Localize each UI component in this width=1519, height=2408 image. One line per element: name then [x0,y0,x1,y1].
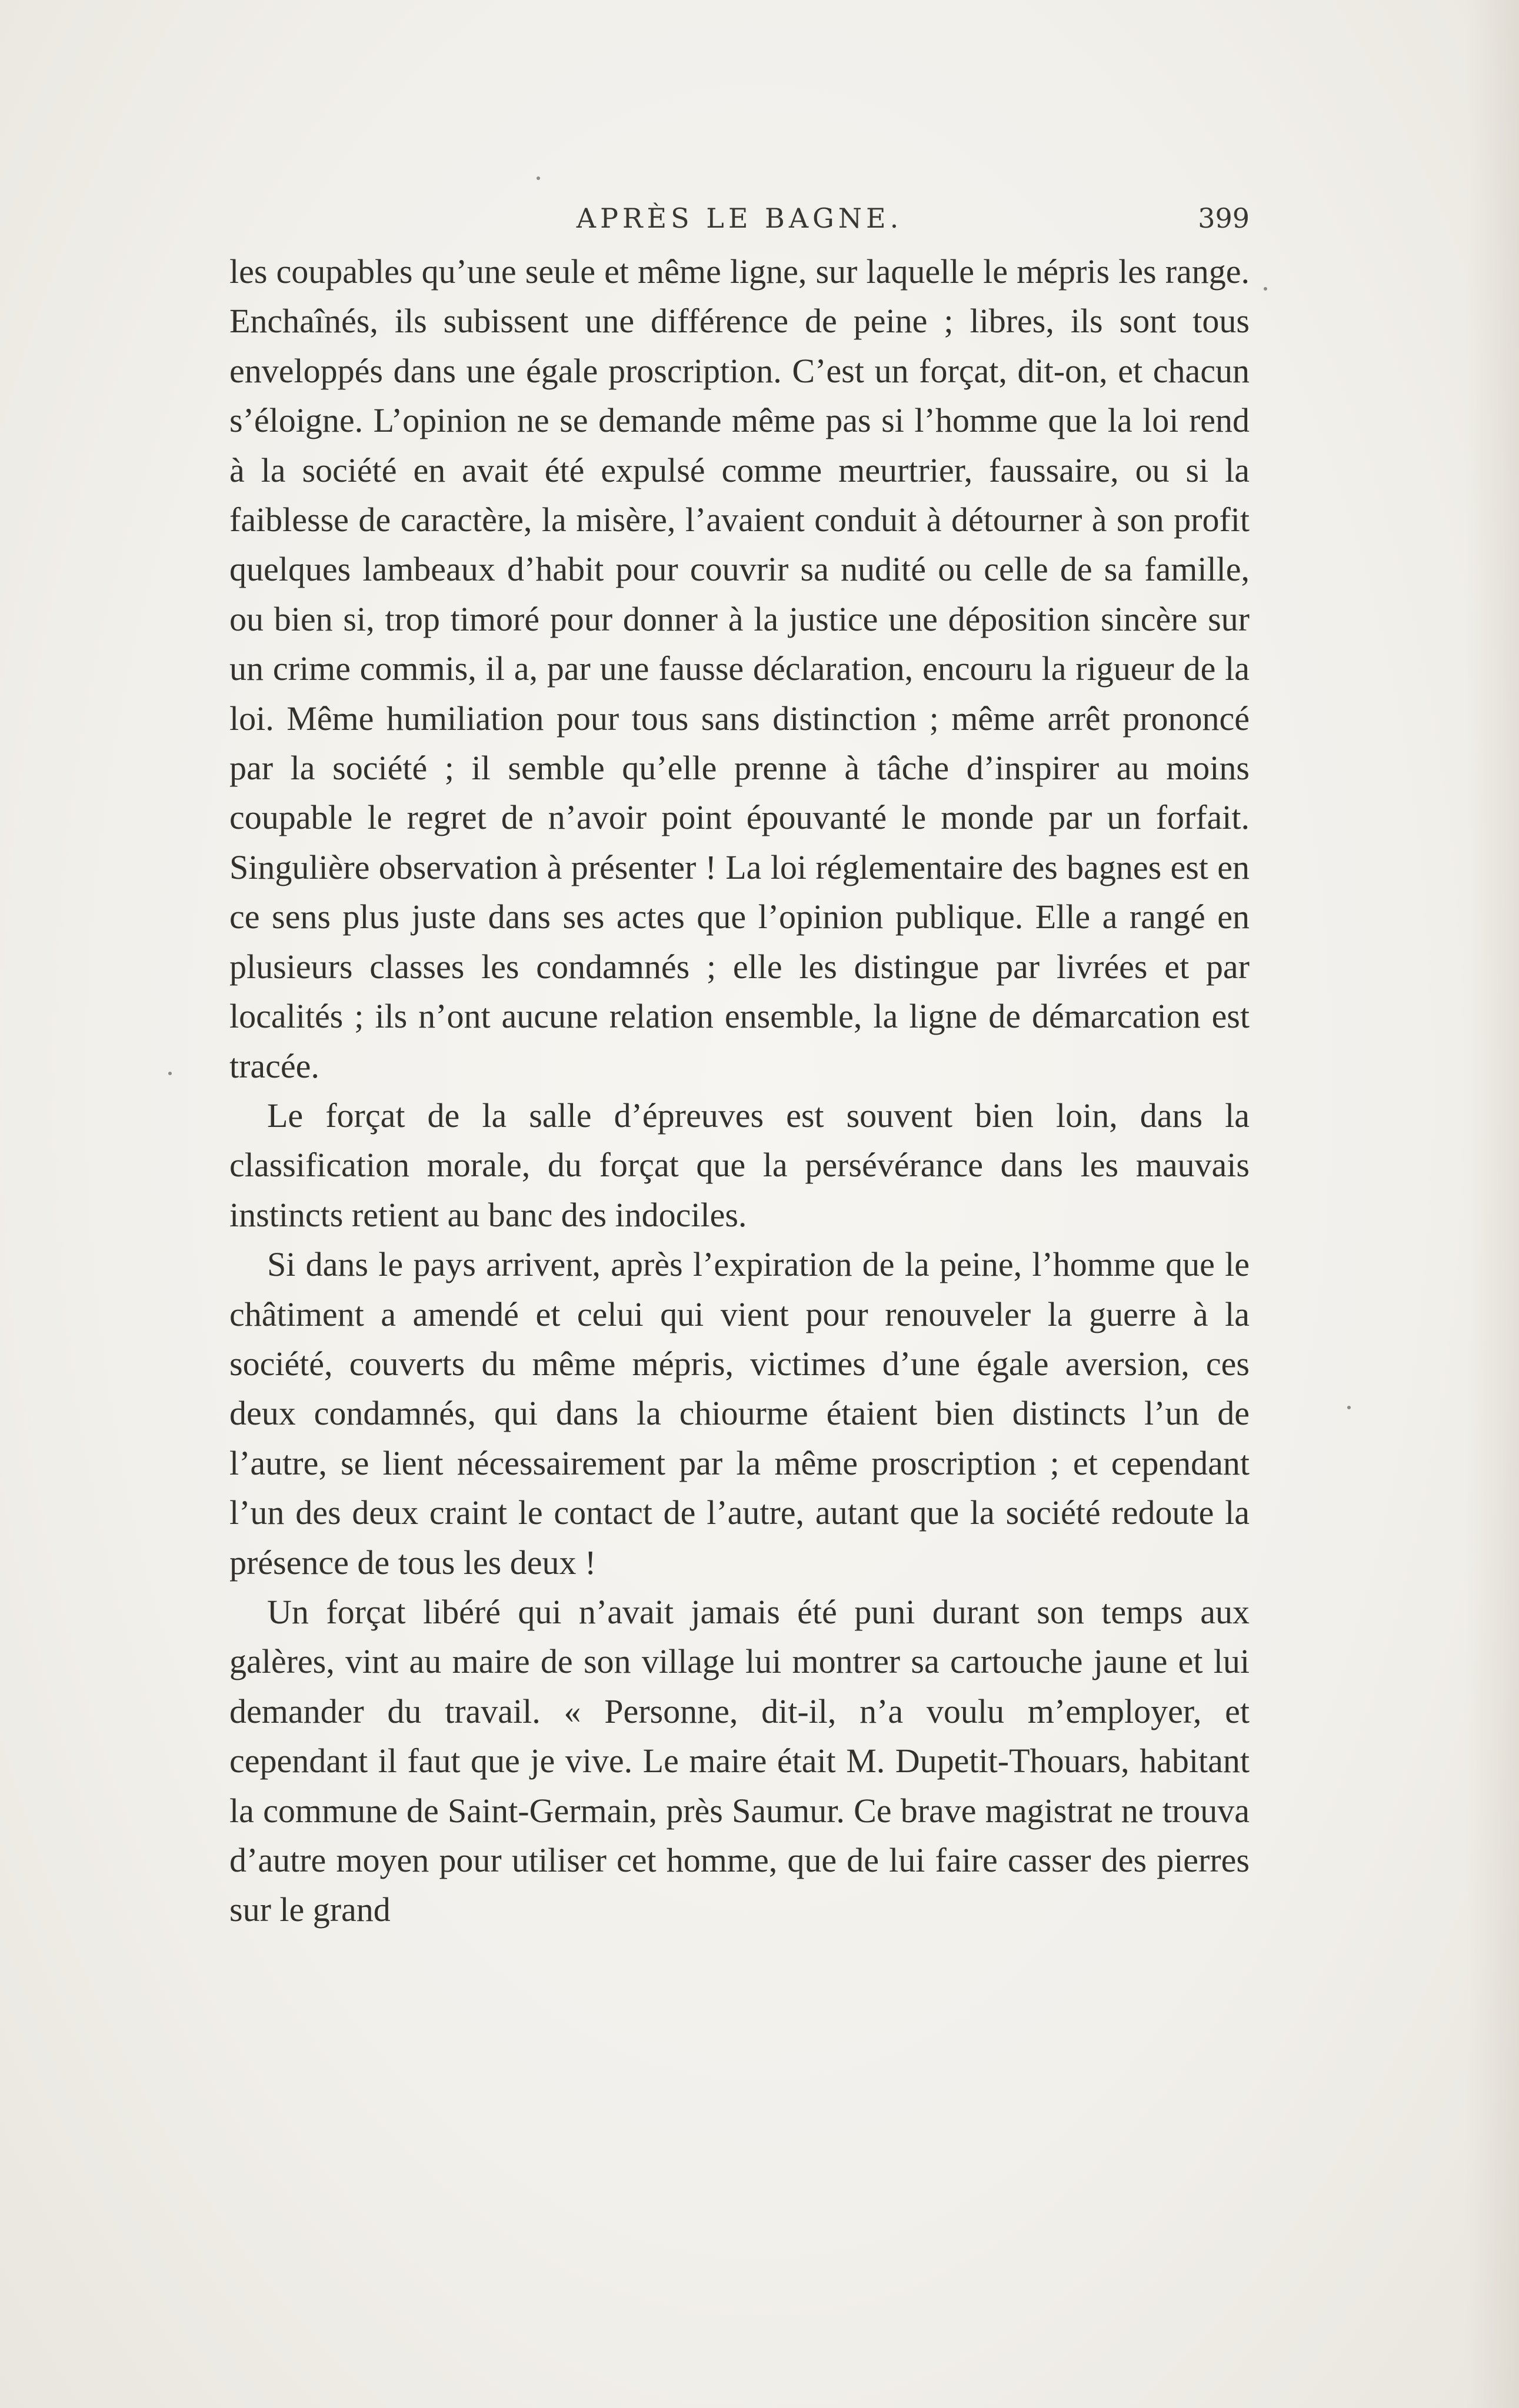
paragraph-2: Le forçat de la salle d’épreuves est souvent bien loin, dans la classification morale, du forçat que la persévérance dans les mauvais instincts retient au banc des indociles. [229,1096,1250,1234]
page-header [229,198,1250,239]
running-title: APRÈS LE BAGNE. [576,202,903,234]
paragraph-3: Si dans le pays arrivent, après l’expiration de la peine, l’homme que le châtiment a amendé et celui qui vient pour renouveler la guerre à la société, couverts du même mépris, victimes d’une égale aversion, ces deux condamnés, qui dans la chiourme étaient bien distincts l’un de l’autre, se lient nécessairement par la même proscription ; et cependant l’un des deux craint le contact de l’autre, autant que la société redoute la présence de tous les deux ! [229,1245,1250,1582]
paper-speck [1264,287,1267,291]
paper-speck [168,1072,172,1075]
page-edge-shadow [1466,0,1519,2408]
paragraph-4: Un forçat libéré qui n’avait jamais été puni durant son temps aux galères, vint au maire de son village lui montrer sa cartouche jaune et lui demander du travail. « Personne, dit-il, n’a voulu m’employer, et cependant il faut que je vive. Le maire était M. Dupetit-Thouars, habitant la commune de Saint-Germain, près Saumur. Ce brave magistrat ne trouva d’autre moyen pour utiliser cet homme, que de lui faire casser des pierres sur le grand [229,1592,1250,1929]
body-text [229,247,1250,1935]
paper-speck [1347,1406,1351,1409]
paper-speck [537,176,540,180]
paragraph-1: les coupables qu’une seule et même ligne, sur laquelle le mépris les range. Enchaînés, ils subissent une différence de peine ; libres, ils sont tous enveloppés dans une égale proscription. C’est un forçat, dit-on, et chacun s’éloigne. L’opinion ne se demande même pas si l’homme que la loi rend à la société en avait été expulsé comme meurtrier, faussaire, ou si la faiblesse de caractère, la misère, l’avaient conduit à détourner à son profit quelques lambeaux d’habit pour couvrir sa nudité ou celle de sa famille, ou bien si, trop timoré pour donner à la justice une déposition sincère sur un crime commis, il a, par une fausse déclaration, encouru la rigueur de la loi. Même humiliation pour tous sans distinction ; même arrêt prononcé par la société ; il semble qu’elle prenne à tâche d’inspirer au moins coupable le regret de n’avoir point épouvanté le monde par un forfait. Singulière observation à présenter ! La loi réglementaire des bagnes est en ce sens plus juste dans ses actes que l’opinion publique. Elle a rangé en plusieurs classes les condamnés ; elle les distingue par livrées et par localités ; ils n’ont aucune relation ensemble, la ligne de démarcation est tracée. [229,252,1250,1085]
page-number: 399 [1198,202,1250,234]
